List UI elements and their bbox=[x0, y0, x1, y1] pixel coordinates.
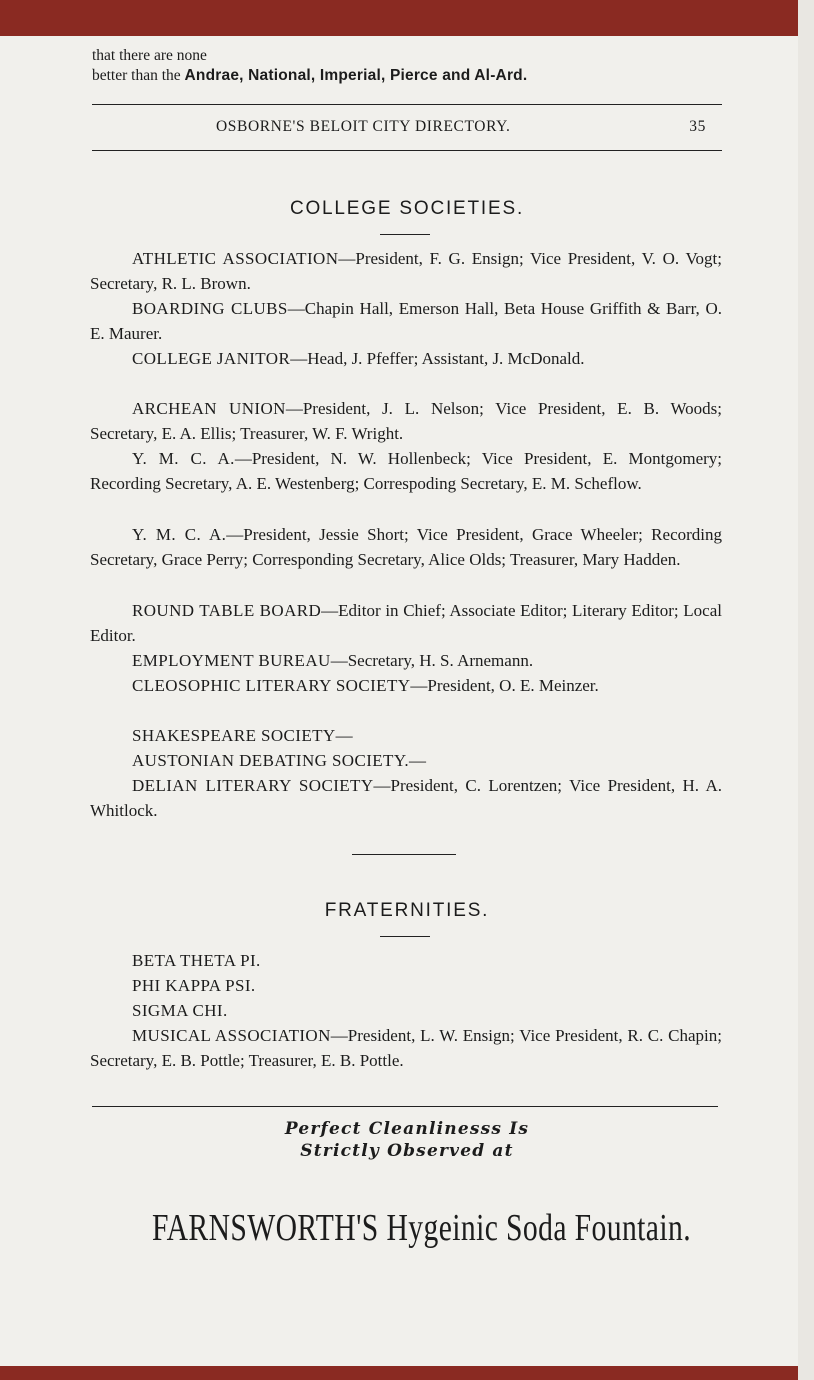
page-number: 35 bbox=[689, 118, 706, 135]
entry-details: —Secretary, H. S. Arnemann. bbox=[330, 651, 534, 670]
entry-name: ATHLETIC ASSOCIATION bbox=[132, 249, 339, 268]
entry-name: CLEOSOPHIC LITERARY SOCIETY bbox=[132, 676, 411, 695]
entry-name: AUSTONIAN DEBATING SOCIETY. bbox=[132, 751, 409, 770]
entry-details: —President, N. W. Hollenbeck; Vice President, E. Montgomery; Recording Secretary, A. E. Westenberg; Correspoding Secretary, E. M. Scheflow. bbox=[90, 449, 723, 493]
entry bbox=[90, 446, 722, 496]
entry bbox=[90, 998, 722, 1023]
entry bbox=[90, 973, 722, 998]
entry-name: EMPLOYMENT BUREAU bbox=[132, 651, 331, 670]
college-societies-heading: COLLEGE SOCIETIES. bbox=[289, 198, 525, 219]
header-rule bbox=[92, 150, 722, 151]
top-ad-line2-pre: better than the bbox=[92, 67, 185, 84]
entry-name: PHI KAPPA PSI. bbox=[132, 976, 256, 995]
fraternities-heading: FRATERNITIES. bbox=[324, 900, 490, 921]
bottom-ad-line1: Perfect Cleanlinesss Is bbox=[284, 1119, 530, 1139]
entry bbox=[90, 748, 722, 773]
entry bbox=[90, 773, 722, 823]
entry-details: —Editor in Chief; Associate Editor; Literary Editor; Local Editor. bbox=[90, 601, 722, 645]
top-ad-line2 bbox=[92, 66, 732, 86]
entry bbox=[90, 296, 722, 346]
entry-details: —Head, J. Pfeffer; Assistant, J. McDonald. bbox=[290, 349, 585, 368]
entry-name: BETA THETA PI. bbox=[132, 951, 261, 970]
entry bbox=[90, 396, 722, 446]
top-rule bbox=[92, 104, 722, 105]
header-title: OSBORNE'S BELOIT CITY DIRECTORY. bbox=[216, 118, 511, 135]
entry bbox=[90, 723, 722, 748]
entry-details: —President, J. L. Nelson; Vice President, E. B. Woods; Secretary, E. A. Ellis; Treasurer, W. F. Wright. bbox=[90, 399, 723, 443]
fraternities-heading-rule bbox=[380, 936, 430, 937]
entry-details: —President, F. G. Ensign; Vice President, V. O. Vogt; Secretary, R. L. Brown. bbox=[90, 249, 722, 293]
entry-name: COLLEGE JANITOR bbox=[132, 349, 291, 368]
entry-name: Y. M. C. A. bbox=[132, 449, 235, 468]
entry-details: —Chapin Hall, Emerson Hall, Beta House Griffith & Barr, O. E. Maurer. bbox=[90, 299, 722, 343]
section-divider bbox=[352, 854, 456, 855]
entry bbox=[90, 522, 722, 572]
college-societies-heading-rule bbox=[380, 234, 430, 235]
entry bbox=[90, 346, 722, 371]
top-ad-brands: Andrae, National, Imperial, Pierce and Al-Ard. bbox=[184, 67, 528, 84]
ad-rule bbox=[92, 1106, 718, 1107]
entry-details: —President, Jessie Short; Vice President, Grace Wheeler; Recording Secretary, Grace Perry; Corresponding Secretary, Alice Olds; Treasurer, Mary Hadden. bbox=[90, 525, 722, 569]
running-header bbox=[92, 118, 722, 140]
entry-name: BOARDING CLUBS bbox=[132, 299, 288, 318]
entry-details: —President, C. Lorentzen; Vice President, H. A. Whitlock. bbox=[90, 776, 722, 820]
entry-name: SHAKESPEARE SOCIETY bbox=[132, 726, 336, 745]
entry-name: ARCHEAN UNION bbox=[132, 399, 286, 418]
entry bbox=[90, 246, 722, 296]
entry-name: SIGMA CHI. bbox=[132, 1001, 228, 1020]
page-edge bbox=[798, 0, 814, 1380]
entry bbox=[90, 673, 722, 698]
directory-page bbox=[0, 36, 798, 1366]
entry-details: — bbox=[408, 751, 426, 770]
top-ad-line1: that there are none bbox=[92, 47, 207, 64]
entry bbox=[90, 648, 722, 673]
entry-details: —President, O. E. Meinzer. bbox=[410, 676, 599, 695]
entry bbox=[90, 598, 722, 648]
entry bbox=[90, 1023, 722, 1073]
bottom-ad-line2: Strictly Observed at bbox=[300, 1141, 514, 1161]
entry-name: Y. M. C. A. bbox=[132, 525, 227, 544]
entry-name: MUSICAL ASSOCIATION bbox=[132, 1026, 331, 1045]
top-advertisement bbox=[92, 46, 732, 86]
entry bbox=[90, 948, 722, 973]
entry-name: ROUND TABLE BOARD bbox=[132, 601, 322, 620]
entry-details: — bbox=[335, 726, 353, 745]
entry-details: —President, L. W. Ensign; Vice President, R. C. Chapin; Secretary, E. B. Pottle; Treasurer, E. B. Pottle. bbox=[90, 1026, 722, 1070]
bottom-ad-headline: FARNSWORTH'S Hygeinic Soda Fountain. bbox=[151, 1207, 691, 1249]
entry-name: DELIAN LITERARY SOCIETY bbox=[132, 776, 374, 795]
